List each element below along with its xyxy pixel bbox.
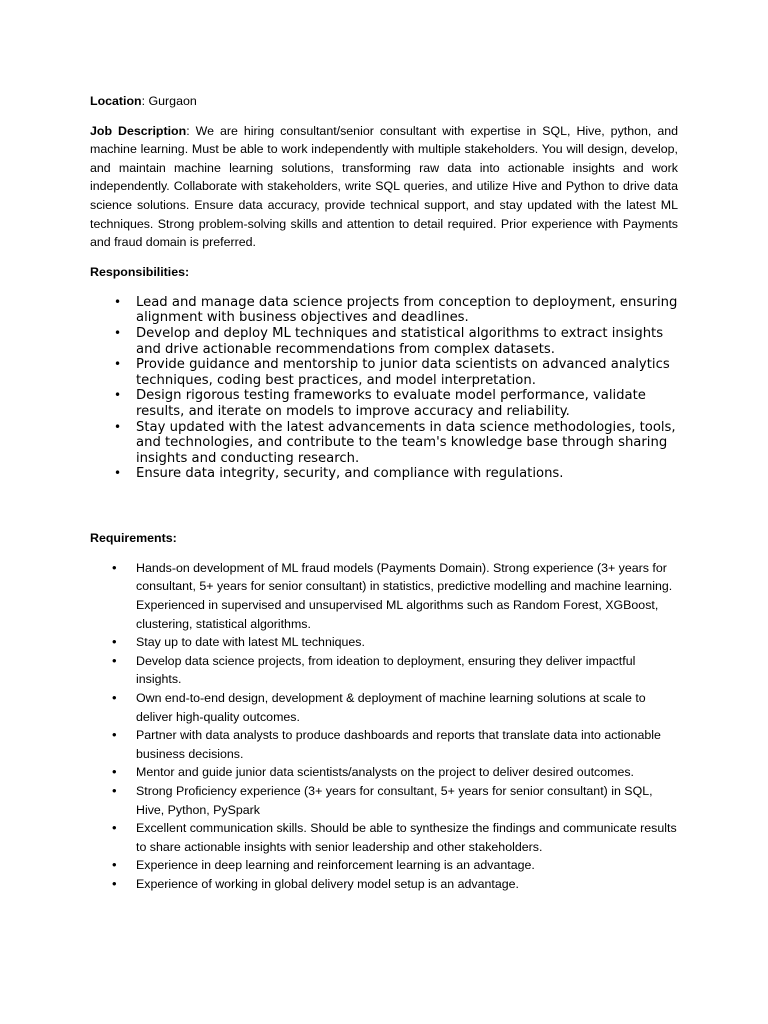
- requirement-item: • Develop data science projects, from ideation to deployment, ensuring they deliver impactful insights.: [112, 652, 636, 687]
- requirement-item: • Own end-to-end design, development & deployment of machine learning solutions at scale to deliver high-quality outcomes.: [112, 690, 646, 724]
- bullet-icon: •: [112, 690, 117, 706]
- responsibilities-list: [90, 295, 678, 482]
- bullet-icon: •: [112, 652, 117, 668]
- requirement-item: • Partner with data analysts to produce dashboards and reports that translate data into actionable business decisions.: [112, 727, 661, 761]
- location-line: [90, 92, 678, 111]
- responsibility-item: • Ensure data integrity, security, and compliance with regulations.: [114, 466, 564, 482]
- job-description-paragraph: [90, 122, 678, 252]
- location-value: : Gurgaon: [141, 94, 197, 108]
- responsibility-item: • Provide guidance and mentorship to junior data scientists on advanced analytics techniques, coding best practices, and model interpretation.: [114, 357, 670, 388]
- bullet-icon: •: [114, 294, 122, 309]
- bullet-icon: •: [114, 357, 122, 372]
- requirement-item: • Experience in deep learning and reinforcement learning is an advantage.: [90, 856, 678, 875]
- requirement-item: • Excellent communication skills. Should be able to synthesize the findings and communicate results to share actionable insights with senior leadership and other stakeholders.: [112, 820, 677, 854]
- bullet-icon: •: [112, 875, 117, 891]
- responsibility-item: • Design rigorous testing frameworks to evaluate model performance, validate results, and iterate on models to improve accuracy and reliability.: [114, 388, 646, 419]
- bullet-icon: •: [112, 857, 117, 873]
- bullet-icon: •: [112, 559, 117, 575]
- requirement-item: • Mentor and guide junior data scientists/analysts on the project to deliver desired outcomes.: [90, 763, 678, 782]
- document-page: [90, 92, 678, 894]
- job-description-text: : We are hiring consultant/senior consultant with expertise in SQL, Hive, python, and machine learning. Must be able to work independently with multiple stakeholders. You will design, develop, and maintain machine learning solutions, transforming raw data into actionable insights and work independently. Collaborate with stakeholders, write SQL queries, and utilize Hive and Python to drive data science solutions. Ensure data accuracy, provide technical support, and stay updated with the latest ML techniques. Strong problem-solving skills and attention to detail required. Prior experience with Payments and fraud domain is preferred.: [90, 123, 678, 250]
- responsibility-item: • Stay updated with the latest advancements in data science methodologies, tools, and technologies, and contribute to the team's knowledge base through sharing insights and conducting research.: [114, 419, 676, 466]
- requirements-list: [90, 559, 678, 894]
- requirement-item: • Hands-on development of ML fraud models (Payments Domain). Strong experience (3+ years for consultant, 5+ years for senior consultant) in statistics, predictive modelling and machine learning. Experienced in supervised and unsupervised ML algorithms such as Random Forest, XGBoost, clustering, statistical algorithms.: [112, 559, 673, 631]
- requirement-item: • Strong Proficiency experience (3+ years for consultant, 5+ years for senior consultant) in SQL, Hive, Python, PySpark: [112, 783, 653, 817]
- bullet-icon: •: [112, 820, 117, 836]
- bullet-icon: •: [114, 325, 122, 340]
- bullet-icon: •: [112, 727, 117, 743]
- bullet-icon: •: [114, 388, 122, 403]
- bullet-icon: •: [112, 764, 117, 780]
- requirement-item: • Experience of working in global delivery model setup is an advantage.: [90, 875, 678, 894]
- bullet-icon: •: [112, 783, 117, 798]
- bullet-icon: •: [114, 466, 122, 481]
- requirements-heading: Requirements:: [90, 530, 177, 545]
- bullet-icon: •: [114, 419, 122, 434]
- responsibilities-heading: Responsibilities:: [90, 264, 190, 279]
- requirement-item: • Stay up to date with latest ML techniques.: [90, 633, 678, 652]
- responsibility-item: • Develop and deploy ML techniques and statistical algorithms to extract insights and drive actionable recommendations from complex datasets.: [114, 325, 664, 357]
- location-label: Location: [90, 94, 142, 108]
- responsibility-item: • Lead and manage data science projects from conception to deployment, ensuring alignment with business objectives and deadlines.: [114, 294, 678, 326]
- bullet-icon: •: [112, 634, 117, 650]
- job-description-label: Job Description: [90, 123, 187, 138]
